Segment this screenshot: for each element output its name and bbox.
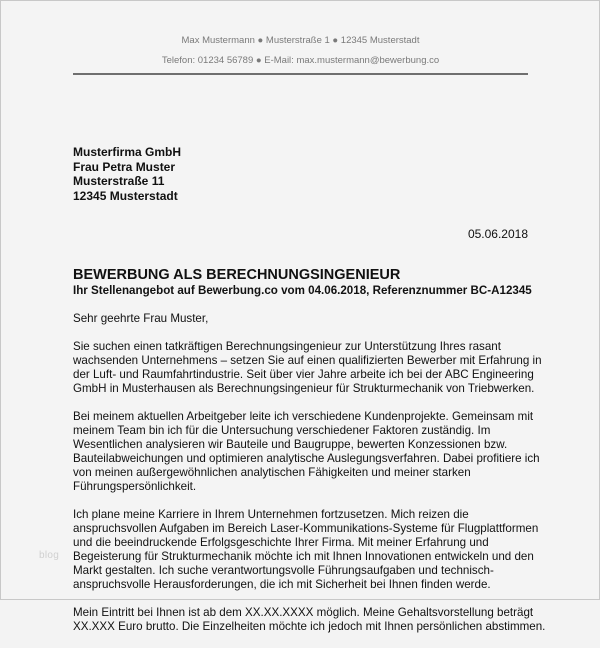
paragraph-line: anspruchsvolle Herausforderungen, die ich mit Sicherheit bei Ihnen finden werde. [73,578,491,591]
paragraph-1 [73,340,542,396]
paragraph-line: XX.XXX Euro brutto. Die Einzelheiten möchte ich jedoch mit Ihnen persönlichen abstimmen. [73,620,546,633]
paragraph-line: und die beeindruckende Erfolgsgeschichte Ihrer Firma. Mit meiner Erfahrung und [73,536,489,549]
paragraph-line: der Luft- und Raumfahrtindustrie. Seit über vier Jahre arbeite ich bei der ABC Engineering [73,368,534,381]
paragraph-line: Markt gestalten. Ich suche verantwortungsvolle Führungsaufgaben und technisch- [73,564,494,577]
recipient-city: 12345 Musterstadt [73,188,178,203]
paragraph-line: Bauteilabweichungen und optimieren analytische Auslegungsverfahren. Dabei profitiere ich [73,452,540,465]
paragraph-3 [73,508,539,592]
recipient-company: Musterfirma GmbH [73,145,182,159]
paragraph-line: Sie suchen einen tatkräftigen Berechnungsingenieur zur Unterstützung Ihres rasant [73,340,501,353]
letter-date: 05.06.2018 [467,227,528,241]
sender-header [73,31,528,71]
paragraph-line: anspruchsvollen Aufgaben im Bereich Laser-Kommunikations-Systeme für Flugplattformen [73,522,539,535]
sender-address-line: Max Mustermann ● Musterstraße 1 ● 12345 Musterstadt [181,35,420,46]
subject-title: BEWERBUNG ALS BERECHNUNGSINGENIEUR [73,267,401,283]
letter-body [73,312,546,648]
paragraph-line: Ich plane meine Karriere in Ihrem Unternehmen fortzusetzen. Mich reizen die [73,508,469,521]
paragraph-line: GmbH in Musterhausen als Berechnungsingenieur für Strukturmechanik von Triebwerken. [73,382,535,395]
subject-reference: Ihr Stellenangebot auf Bewerbung.co vom 04.06.2018, Referenznummer BC-A12345 [73,284,532,297]
paragraph-line: Begeisterung für Strukturmechanik möchte ich mit Ihnen Innovationen entwickeln und den [73,550,534,563]
recipient-contact: Frau Petra Muster [73,159,176,174]
paragraph-line: Bei meinem aktuellen Arbeitgeber leite ich verschiedene Kundenprojekte. Gemeinsam mit [73,410,534,423]
subject-block [73,267,532,298]
salutation-text: Sehr geehrte Frau Muster, [73,312,209,325]
paragraph-line: Mein Eintritt bei Ihnen ist ab dem XX.XX.XXXX möglich. Meine Gehaltsvorstellung beträgt [73,606,534,619]
paragraph-2 [73,410,540,494]
paragraph-line: meinem Team bin ich für die Untersuchung verschiedener Faktoren zuständig. Im [73,424,491,437]
paragraph-line: wachsenden Unternehmens – setzen Sie auf einen qualifizierten Bewerber mit Erfahrung in [73,354,542,367]
salutation [73,312,533,326]
paragraph-line: Wesentlichen analysieren wir Bauteile und Baugruppe, bewerten Konzessionen bzw. [73,438,508,451]
recipient-address [73,145,181,203]
paragraph-line: Führungspersönlichkeit. [73,480,197,493]
recipient-street: Musterstraße 11 [73,174,165,188]
blog-watermark: blog [39,550,60,561]
paragraph-4 [73,606,546,634]
header-divider [73,73,528,75]
sender-contact-line: Telefon: 01234 56789 ● E-Mail: max.mustermann@bewerbung.co [161,55,440,66]
paragraph-line: von meinen außergewöhnlichen analytischen Fähigkeiten und meiner starken [73,466,471,479]
